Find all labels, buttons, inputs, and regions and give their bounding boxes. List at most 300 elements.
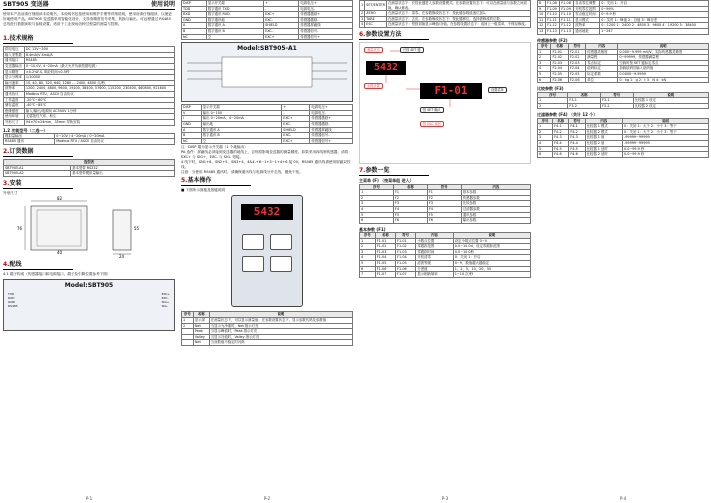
table-cell: 输出地: [201, 121, 282, 127]
table-cell: 1200, 2400, 4800, 9600, 19200, 38400, 57600, 115200, 230400, 460800, 921600: [24, 86, 174, 92]
table-cell: F4-4: [553, 141, 569, 147]
table-cell: 10, 40, 80, 320, 640, 1280 ... 2400, 4800 点/秒: [24, 80, 174, 86]
table-cell: 传感器激励+: [299, 12, 353, 18]
device-right-terminals: EXC+ EXC- SIG+ SIG-: [161, 291, 170, 309]
flow-set: 长按 SET 键: [400, 47, 424, 53]
table-cell: 传感器参数: [461, 195, 530, 201]
table-cell: 过滤器参数: [461, 206, 530, 212]
table-cell: 0：1200 1：2400 2：4800 3：9600 4：19200 5：38400: [600, 23, 709, 29]
table-header-cell: 符号: [396, 233, 416, 239]
table-cell: RS485: [24, 58, 174, 64]
table-cell: -20℃~60℃: [24, 97, 174, 103]
table-cell: 比较器 2 延时: [585, 152, 623, 158]
table-cell: 4: [360, 206, 394, 212]
table-cell: 电源电压+: [310, 105, 353, 111]
table-cell: 显示开关端: [206, 1, 263, 7]
table-header-cell: 序号: [538, 92, 568, 98]
table-header-cell: 符号: [569, 118, 585, 124]
table-cell: EXC+: [282, 116, 310, 122]
table-cell: 0：关闭 1：大于 2：小于 3：等于: [623, 124, 709, 130]
table-cell: 1~247: [600, 28, 709, 34]
table-cell: TDD: [182, 6, 207, 12]
table-cell: F2-04: [568, 66, 585, 72]
table-cell: 5: [360, 261, 376, 267]
sensor-param-row: [538, 77, 709, 83]
table-cell: 当前数值不稳定时闪烁: [209, 340, 352, 346]
table-header-cell: 名称: [393, 184, 427, 190]
table-cell: 使用环境: [4, 114, 25, 120]
table-cell: 传感器信号-: [299, 28, 353, 34]
operation-table: [359, 0, 531, 28]
table-cell: 传感器激励+: [310, 116, 353, 122]
table-cell: F6: [427, 218, 461, 224]
table-cell: 在测量状态下：长按此键进入参数设置模式。在参数设置状态下：可以在测量值与参数之间切换，确认修改。: [386, 1, 530, 11]
table-cell: 0：kg 1：g 2：t 3：N 4：kN: [618, 77, 709, 83]
table-cell: 显示开关端: [201, 105, 282, 111]
table-cell: F2: [427, 195, 461, 201]
order-table: [3, 159, 175, 177]
table-cell: 基本型带 RS232: [71, 165, 175, 171]
table-cell: RXD: [182, 12, 207, 18]
table-cell: F3-1: [600, 98, 633, 104]
table-cell: F6: [393, 218, 427, 224]
table-cell: 传感器信号+: [299, 34, 353, 40]
table-cell: 6: [360, 266, 376, 272]
table-cell: 数字通讯 TXD: [206, 6, 263, 12]
table-cell: Peak: [193, 329, 209, 335]
table-cell: A: [182, 23, 207, 29]
operation-row: [360, 22, 531, 28]
table-cell: EXC-: [282, 133, 310, 139]
table-cell: F1: [427, 190, 461, 196]
table-cell: 开机零位范围: [574, 6, 600, 12]
table-cell: Modbus RTU / ASCII 自由协议: [55, 139, 175, 145]
table-cell: ±0.2%F.S, 响应时间<0.5秒: [24, 69, 174, 75]
table-cell: 在测量状态下：去皮。在参数修改状态下：按此键移位，选择需修改的位数。: [386, 16, 530, 22]
table-cell: 显示屏: [193, 317, 209, 323]
table-cell: 1~10 次/秒: [453, 272, 530, 278]
table-cell: F3: [427, 201, 461, 207]
table-cell: 0~9，数值越大越稳定: [453, 261, 530, 267]
table-cell: F4-3: [553, 135, 569, 141]
table-cell: 比较参数: [461, 201, 530, 207]
table-header-cell: 序号: [538, 43, 551, 49]
table-cell: 变送器输出: [4, 63, 25, 69]
flow-lcd-2: F1-01: [420, 83, 482, 99]
table-cell: F4-6: [569, 152, 585, 158]
table-cell: EXC+: [264, 34, 299, 40]
table-cell: 空: [201, 138, 282, 144]
panel-key-3[interactable]: [242, 256, 264, 272]
table-cell: RS485 通讯: [4, 139, 55, 145]
table-cell: 数字通讯 A: [206, 23, 263, 29]
table-cell: 通讯参数: [461, 212, 530, 218]
compare-param-row: [538, 103, 709, 109]
param-flow-diagram: [359, 42, 531, 164]
table-cell: 6: [538, 77, 551, 83]
table-cell: DISP: [182, 105, 202, 111]
table-cell: F3-2: [568, 103, 601, 109]
table-cell: 4: [360, 255, 376, 261]
table-cell: 小数点位置: [416, 238, 453, 244]
page-3-footer: P-3: [441, 496, 449, 501]
table-cell: 模拟量输出: [4, 133, 55, 139]
sensor-param-table: [537, 43, 709, 83]
table-cell: F4: [393, 206, 427, 212]
table-cell: 比较器 1 延时: [585, 146, 623, 152]
table-cell: 11: [538, 17, 546, 23]
table-cell: F2-03: [568, 60, 585, 66]
table-cell: F1-08: [546, 1, 560, 7]
table-cell: 当显示峰值时，Peak 指示灯亮: [209, 329, 352, 335]
terminal-table-1: [181, 0, 353, 40]
table-cell: F1-01: [375, 238, 395, 244]
table-cell: 通讯地址: [574, 28, 600, 34]
table-cell: 4: [538, 66, 551, 72]
table-cell: TARE: [365, 16, 387, 22]
basic-param-row: [538, 23, 709, 29]
spec-table: [3, 46, 175, 125]
table-cell: 2: [360, 244, 376, 250]
basic-param-row: [538, 28, 709, 34]
table-cell: 3: [361, 16, 364, 21]
table-cell: F1-07: [396, 272, 416, 278]
table-cell: B: [182, 28, 207, 34]
table-cell: 2: [360, 195, 394, 201]
page-1-footer: P-1: [85, 496, 93, 501]
table-header-cell: 符号: [427, 184, 461, 190]
table-cell: 零跟踪范围: [416, 244, 453, 250]
table-cell: 0：关闭 1：开启: [453, 255, 530, 261]
flow-esc: 按 ESC 返回: [420, 121, 444, 127]
table-cell: 砝码标定: [586, 66, 618, 72]
table-cell: 比较器 1 模式: [585, 124, 623, 130]
table-cell: F1-13: [560, 28, 574, 34]
table-cell: 3: [538, 135, 553, 141]
table-cell: ZERO: [365, 11, 387, 17]
table-cell: F1-11: [560, 17, 574, 23]
main-menu-table: [359, 184, 531, 224]
table-cell: F5: [393, 212, 427, 218]
spec-row: [4, 119, 175, 125]
panel-key-4[interactable]: [270, 256, 292, 272]
section-wiring: 4.配线: [3, 261, 73, 270]
table-cell: SET/ENTER: [365, 1, 387, 11]
table-cell: 0.0000~9.9999: [618, 71, 709, 77]
key-table: [181, 311, 353, 346]
table-cell: 通讯接口: [4, 58, 25, 64]
table-cell: 传感器灵敏度: [586, 49, 618, 55]
table-header-cell: 符号: [568, 43, 585, 49]
section-basic-op: 5.基本操作: [181, 177, 251, 186]
table-cell: 比较器 2 设定: [633, 103, 708, 109]
wiring-note: 4.1 端子构成（传感器接口和电源接口，端子及引脚位置参考下图）: [3, 271, 111, 276]
spec-row: [4, 86, 175, 92]
page-2-footer: P-2: [263, 496, 271, 501]
table-cell: 9: [538, 6, 546, 12]
wiring-para-2: PA 选件：屏蔽线必须接到变送器的地线上，否则将影响变送器的测量精度。如果采用四线制传感器，请将 EXC+ 与 SIG+、EXC- 与 SIG- 短接。: [181, 150, 349, 159]
table-cell: 1: [182, 317, 194, 323]
table-cell: 0~99%: [600, 6, 709, 12]
table-cell: 空载时按 SET 键标定零点: [618, 60, 709, 66]
device-model: Model:SBT905: [64, 281, 114, 289]
wiring-diagram: [182, 53, 352, 93]
device-model-a1: Model:SBT905-A1: [237, 45, 297, 53]
table-cell: F2-01: [568, 49, 585, 55]
panel-key-2[interactable]: [270, 234, 292, 250]
table-cell: F1-09: [546, 6, 560, 12]
table-cell: 0.0~99.9 秒: [623, 146, 709, 152]
operation-row: [360, 1, 531, 11]
basic-param-row: [360, 272, 531, 278]
power-table-title: 1.2 功能型号（二选一）: [3, 127, 48, 133]
table-cell: 数字通讯地: [206, 17, 263, 23]
table-cell: F4-4: [569, 141, 585, 147]
filter-param-row: [538, 152, 709, 158]
order-row: [4, 171, 175, 177]
table-cell: 1: [538, 124, 553, 130]
table-cell: 满量程: [586, 55, 618, 61]
table-cell: 设定小数点位置 0~4: [453, 238, 530, 244]
table-cell: 比较器 1 值: [585, 135, 623, 141]
table-cell: 0：关闭 1：开启: [600, 1, 709, 7]
table-cell: 显示分辨率: [4, 75, 25, 81]
table-header-cell: 说明: [209, 312, 352, 318]
table-cell: F2-05: [568, 71, 585, 77]
table-cell: F4-2: [569, 129, 585, 135]
table-cell: F4: [427, 206, 461, 212]
table-cell: 1: [360, 238, 376, 244]
table-cell: 1: [538, 49, 551, 55]
table-cell: 3: [360, 201, 394, 207]
table-header-cell: 名称: [568, 92, 601, 98]
table-cell: 输出 0~20mA、4~20mA: [201, 116, 282, 122]
flow-param: 参数设置: [364, 83, 383, 89]
wiring-para-1: 注：DISP 端为显示开关端（1 个地输出）: [181, 145, 248, 150]
section-param-set: 6.参数设置方法: [359, 31, 429, 40]
table-cell: 0~9.9 秒: [600, 12, 709, 18]
terminal-table-2: [181, 104, 353, 144]
table-cell: F2-01: [551, 49, 568, 55]
filter-param-table: [537, 118, 709, 158]
table-cell: F3-2: [600, 103, 633, 109]
table-cell: 输出 0~10V: [201, 110, 282, 116]
table-cell: 零点稳定时间: [574, 12, 600, 18]
table-cell: 0.0~10.0d，设定零跟踪范围: [453, 244, 530, 250]
table-cell: F1-05: [375, 261, 395, 267]
install-note: 外形尺寸: [3, 191, 18, 196]
table-cell: F1-10: [546, 12, 560, 18]
table-cell: DISP: [182, 1, 207, 7]
table-cell: F1: [393, 190, 427, 196]
table-cell: 比较器 1 设定: [633, 98, 708, 104]
table-cell: +: [282, 105, 310, 111]
table-cell: 5: [360, 212, 394, 218]
table-cell: DC 12V~30V: [24, 47, 174, 53]
table-cell: Valley: [193, 334, 209, 340]
table-cell: 储存温度: [4, 103, 25, 109]
table-cell: F1-03: [396, 249, 416, 255]
table-cell: -: [282, 110, 310, 116]
table-cell: 输入/输出/电源间 AC500V 1分钟: [24, 108, 174, 114]
panel-lcd: 5432: [241, 204, 293, 220]
page-2: [181, 0, 353, 496]
section-install: 3.安装: [3, 180, 73, 189]
table-cell: NC: [182, 138, 202, 144]
section-param-list: 7.参数一览: [359, 167, 429, 176]
table-cell: 10: [538, 12, 546, 18]
table-cell: F4-1: [553, 124, 569, 130]
table-cell: F1-09: [560, 6, 574, 12]
table-cell: 0.0~10.0秒: [453, 249, 530, 255]
intro-text: 使用本产品前请仔细阅读本说明书，本说明书包括使用和维护手册等详细说明，使用前请仔细阅读，以便更好地使用产品。SBT905 变送器采用智能化设计，支持高精度信号采集、转换与输出，可远程通过 RS485 总线进行数据读取与参数设置，适用于工业现场各种过程量的测量与控制。: [3, 12, 172, 26]
table-cell: 1: [360, 190, 394, 196]
table-cell: SHIELD: [264, 23, 299, 29]
sensor-table-title: 传感器参数 (F2): [537, 37, 568, 43]
table-cell: 0.0~99.9 秒: [623, 152, 709, 158]
wiring-para-4: 注意：当使用 RS485 通讯时，请确保通讯线与电源线分开走线，避免干扰。: [181, 169, 303, 174]
table-cell: F1-06: [375, 266, 395, 272]
table-cell: 波特率: [574, 23, 600, 29]
panel-key-1[interactable]: [242, 234, 264, 250]
table-cell: 供电电压: [4, 47, 25, 53]
doc-header: [3, 1, 175, 10]
table-cell: F1-04: [396, 255, 416, 261]
table-cell: SBT905-A2: [4, 171, 71, 177]
table-cell: 加载砝码后输入砝码值: [618, 66, 709, 72]
table-cell: Modbus RTU、ASCII 自由协议: [24, 91, 174, 97]
table-cell: 12: [538, 23, 546, 29]
table-cell: NC: [182, 34, 207, 40]
terminal-row: [182, 138, 353, 144]
table-cell: 滤波等级: [416, 261, 453, 267]
table-cell: F3: [393, 201, 427, 207]
table-cell: 绝缘强度: [4, 108, 25, 114]
table-cell: 数字通讯 B: [201, 133, 282, 139]
table-cell: 通讯协议: [4, 91, 25, 97]
table-cell: F4-1: [569, 124, 585, 130]
device-diagram-a1: [181, 42, 353, 102]
table-cell: 2: [182, 323, 194, 329]
table-cell: 在测量状态下，可以显示测量值；在参数设置状态下，显示参数代码及参数值: [209, 317, 352, 323]
table-cell: 7: [360, 272, 376, 278]
table-cell: 1: [538, 98, 568, 104]
table-cell: 0~10.0V, 4~20mA（最大允许负载依据电源）: [24, 63, 174, 69]
table-header-cell: 序号: [182, 312, 194, 318]
table-cell: -99999~99999: [623, 135, 709, 141]
product-title: SBT905 变送器: [3, 1, 49, 8]
table-cell: F1-02: [375, 244, 395, 250]
table-cell: F1-07: [375, 272, 395, 278]
table-header-cell: 说明: [618, 43, 709, 49]
table-cell: 传感器信号+: [310, 138, 353, 144]
table-cell: 输入采集数: [4, 52, 25, 58]
table-cell: F4-3: [569, 135, 585, 141]
table-cell: 3: [360, 249, 376, 255]
table-cell: [182, 340, 194, 346]
table-cell: F1-01: [396, 238, 416, 244]
table-header-cell: 说明: [633, 92, 708, 98]
table-cell: F2-03: [551, 60, 568, 66]
dim-depth2: 55: [134, 225, 140, 231]
table-cell: F3-1: [568, 98, 601, 104]
table-cell: F4-5: [569, 146, 585, 152]
table-cell: F2-06: [551, 77, 568, 83]
table-cell: 0.000~9.999 mV/V，实际传感器灵敏度: [618, 49, 709, 55]
table-cell: 0：实时 1：峰值 2：谷值 3：峰谷差: [600, 17, 709, 23]
flow-measure: 测量状态: [364, 47, 383, 53]
table-cell: 1: [360, 1, 365, 11]
table-cell: F1-12: [560, 23, 574, 29]
table-cell: 当显示谷值时，Valley 指示灯亮: [209, 334, 352, 340]
dim-width: 82: [57, 195, 63, 201]
table-header-cell: 内容: [461, 184, 530, 190]
wiring-para-3: 4 线下时，SN1+6、SN2+5、SN3+4，4&4.+6~1+3~1+4+6 接 0V。RS485 通讯线请使用屏蔽双绞线。: [181, 159, 351, 169]
flow-select: 设置菜单: [488, 87, 507, 93]
table-cell: F2-05: [551, 71, 568, 77]
table-cell: 传感器屏蔽线: [310, 127, 353, 133]
basic-table-title: 基本参数 (F1): [359, 226, 386, 232]
table-cell: 4: [538, 141, 553, 147]
table-cell: 零跟踪时间: [416, 249, 453, 255]
table-header-cell: 名称: [551, 43, 568, 49]
table-cell: F1-12: [546, 23, 560, 29]
table-cell: 输出参数: [461, 218, 530, 224]
table-cell: 0~99999，传感器满量程: [618, 55, 709, 61]
dimension-drawing: [3, 196, 175, 258]
table-cell: 94×70×24mm，35mm 导轨安装: [24, 119, 174, 125]
device-left-terminals: TXD RXD GND RS485: [8, 291, 18, 309]
table-cell: 数字通讯 RXD: [206, 12, 263, 18]
table-cell: F1-10: [560, 12, 574, 18]
table-cell: 当显示为净重时，Net 指示灯亮: [209, 323, 352, 329]
table-cell: 电源电压+: [299, 1, 353, 7]
table-cell: 外形尺寸: [4, 119, 25, 125]
table-cell: 传感器激励-: [310, 121, 353, 127]
table-cell: EXC+: [264, 12, 299, 18]
table-header-cell: 说明: [623, 118, 709, 124]
table-cell: 2: [538, 129, 553, 135]
table-cell: 1/10000: [24, 75, 174, 81]
table-cell: 显示精度: [4, 69, 25, 75]
dim-height: 76: [17, 225, 23, 231]
table-header-cell: 内容: [586, 43, 618, 49]
page-4: [537, 0, 709, 496]
table-cell: Net: [193, 340, 209, 346]
table-cell: F1-04: [375, 255, 395, 261]
table-cell: F2-02: [568, 55, 585, 61]
table-header-cell: 名称: [553, 118, 569, 124]
table-cell: 电源电压-: [310, 110, 353, 116]
section-tech-spec: 1.技术规格: [3, 35, 73, 44]
table-cell: 13: [538, 28, 546, 34]
table-cell: V: [182, 110, 202, 116]
table-cell: EXC-: [264, 28, 299, 34]
table-cell: 空: [206, 34, 263, 40]
table-cell: 比较器 2 值: [585, 141, 623, 147]
table-cell: SHIELD: [282, 127, 310, 133]
section-order: 2.订货数据: [3, 148, 73, 157]
table-header-cell: 说明: [453, 233, 530, 239]
table-cell: F1-06: [396, 266, 416, 272]
table-cell: F2-06: [568, 77, 585, 83]
flow-arrows: [360, 43, 530, 163]
table-cell: 传感器屏蔽线: [299, 23, 353, 29]
table-header-cell: 序号: [360, 184, 394, 190]
table-cell: F1-13: [546, 28, 560, 34]
table-cell: 波特率: [4, 86, 25, 92]
compare-param-table: [537, 92, 709, 110]
